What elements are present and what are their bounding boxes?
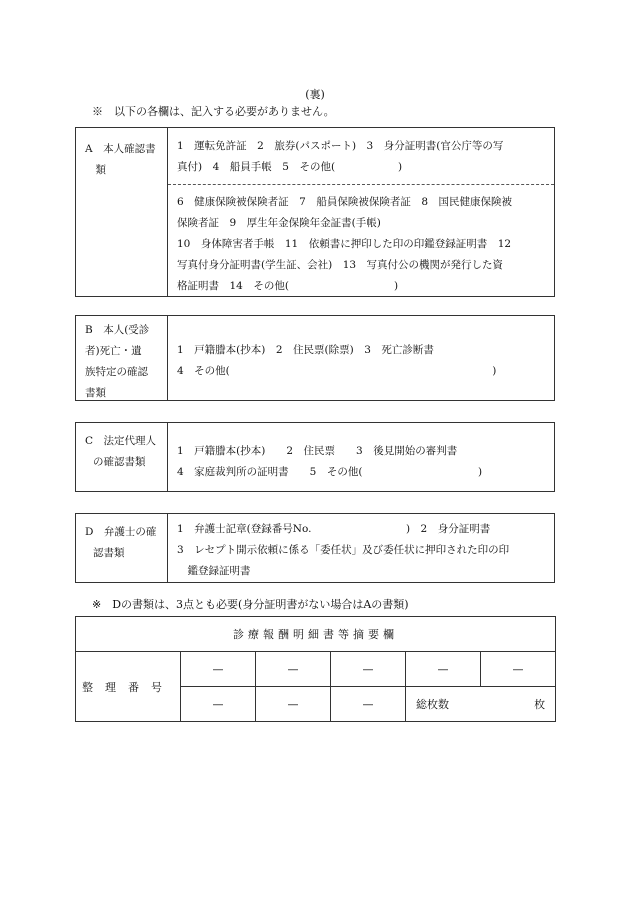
- section-c-box: [75, 422, 555, 492]
- section-a-line-3: 6 健康保険被保険者証 7 船員保険被保険者証 8 国民健康保険被: [177, 196, 513, 208]
- total-sheets-wrap: [406, 696, 555, 712]
- section-a-divider: [168, 184, 554, 185]
- section-a-box: [75, 127, 555, 297]
- section-a-line-1: 1 運転免許証 2 旅券(パスポート) 3 身分証明書(官公庁等の写: [177, 140, 504, 152]
- reference-number-cell[interactable]: —: [256, 652, 331, 687]
- section-b-box: [75, 315, 555, 401]
- section-b-content: [168, 316, 554, 400]
- section-a-label-line1: A 本人確認書: [85, 143, 156, 155]
- section-c-line-1: 1 戸籍謄本(抄本) 2 住民票 3 後見開始の審判書: [177, 445, 458, 457]
- section-a-line-4: 保険者証 9 厚生年金保険年金証書(手帳): [177, 217, 381, 229]
- section-d-label: [76, 514, 168, 582]
- reference-number-cell[interactable]: —: [406, 652, 481, 687]
- section-c-label-line2: の確認書類: [93, 456, 146, 468]
- section-d-note: ※ Dの書類は、3点とも必要(身分証明書がない場合はAの書類): [92, 598, 409, 611]
- reference-number-cell[interactable]: —: [331, 652, 406, 687]
- section-d-line-2: 3 レセプト開示依頼に係る「委任状」及び委任状に押印された印の印: [177, 544, 510, 556]
- reference-number-label: 整理番号: [76, 652, 181, 722]
- section-a-label: [76, 128, 168, 296]
- section-b-line-2: 4 その他( ): [177, 365, 497, 377]
- instruction-note: ※ 以下の各欄は、記入する必要がありません。: [92, 105, 335, 118]
- section-a-label-line2: 類: [85, 164, 106, 176]
- section-a-line-6: 写真付身分証明書(学生証、会社) 13 写真付公の機関が発行した資: [177, 259, 504, 271]
- summary-table: [75, 616, 556, 722]
- section-d-label-line1: D 弁護士の確: [85, 526, 157, 538]
- total-sheets-unit: 枚: [534, 698, 546, 711]
- section-a-content: [168, 128, 554, 296]
- reference-number-cell[interactable]: —: [181, 687, 256, 722]
- total-sheets-label: 総枚数: [416, 698, 449, 711]
- section-d-content: [168, 514, 554, 582]
- section-a-line-7: 格証明書 14 その他( ): [177, 280, 399, 292]
- section-b-label-line1: B 本人(受診: [85, 324, 150, 336]
- reference-number-cell[interactable]: —: [331, 687, 406, 722]
- section-d-label-line2: 認書類: [93, 547, 125, 559]
- summary-table-title: 診療報酬明細書等摘要欄: [76, 617, 556, 652]
- reference-number-cell[interactable]: —: [481, 652, 556, 687]
- section-d-line-3: 鑑登録証明書: [177, 565, 251, 577]
- page-side-label: (裏): [305, 88, 325, 101]
- reference-number-cell[interactable]: —: [256, 687, 331, 722]
- section-c-label-line1: C 法定代理人: [85, 435, 157, 447]
- section-b-line-1: 1 戸籍謄本(抄本) 2 住民票(除票) 3 死亡診断書: [177, 344, 434, 356]
- section-b-label-line3: 族特定の確認: [85, 366, 148, 378]
- section-b-label: [76, 316, 168, 400]
- section-a-line-5: 10 身体障害者手帳 11 依頼書に押印した印の印鑑登録証明書 12: [177, 238, 512, 250]
- section-a-line-2: 真付) 4 船員手帳 5 その他( ): [177, 161, 403, 173]
- total-sheets-cell[interactable]: [406, 687, 556, 722]
- section-d-line-1: 1 弁護士記章(登録番号No. ) 2 身分証明書: [177, 523, 491, 535]
- reference-number-cell[interactable]: —: [181, 652, 256, 687]
- section-b-label-line2: 者)死亡・遺: [85, 345, 142, 357]
- section-b-label-line4: 書類: [85, 387, 106, 399]
- section-c-content: [168, 423, 554, 491]
- section-c-label: [76, 423, 168, 491]
- section-d-box: [75, 513, 555, 583]
- section-c-line-2: 4 家庭裁判所の証明書 5 その他( ): [177, 466, 483, 478]
